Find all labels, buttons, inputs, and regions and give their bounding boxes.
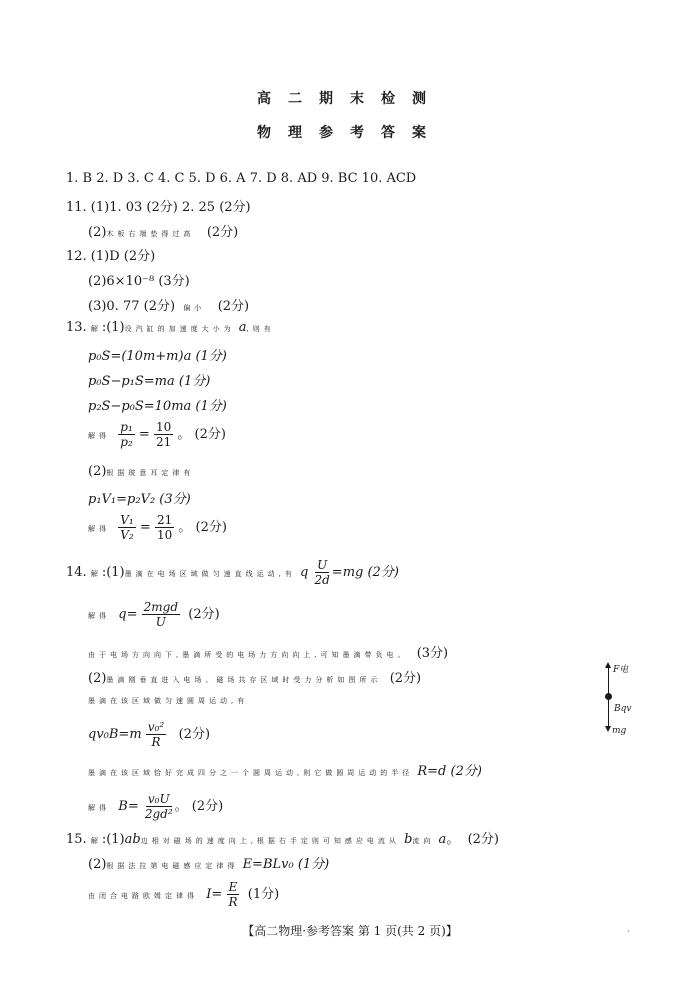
q12-score: (2分) [217,299,250,314]
q14-line5: 墨滴在该区域做匀速圆周运动,有 [88,697,249,705]
q13-line1 [66,320,275,335]
q13-eq2: p₀S−p₁S=ma (1分) [88,374,211,389]
q13-result1: 解得 $\frac{\text{p₁}}{\text{p₂}}$ = $\frac{10}{21}$ 。 (2分) [88,420,226,449]
q12-answer-text: 偏小 [183,304,206,312]
q15-line1: 15. 解:(1)ab边相对磁场的速度向上,根据右手定则可知感应电流从 b流向 a。 (2分) [66,832,500,847]
q14-frac-v: $\frac{\text{v₀²}}{R}$ [147,720,165,749]
q14-text1: 墨滴在电场区域做匀速直线运动,有 [124,570,296,578]
q13-number: 13. [66,320,87,335]
choice-answers: 1. B 2. D 3. C 4. C 5. D 6. A 7. D 8. AD 9. BC 10. ACD [66,171,417,186]
q13-var-a: a [238,320,247,335]
q15-line2: (2)根据法拉第电磁感应定律得 E=BLv₀ (1分) [88,857,330,872]
q13-frac1-value: $\frac{10}{21}$ [155,420,172,449]
q15-line3: 由闭合电路欧姆定律得 I= $\frac{E}{R}$ (1分) [88,880,280,909]
q15-frac-I: $\frac{E}{R}$ [228,880,238,909]
q14-frac-B: $\frac{\text{v₀U}}{\text{2gd²}}$ [144,792,173,821]
force-label-magnetic: Bqv [614,704,632,714]
q14-charge: 解得 q= $\frac{\text{2mgd}}{U}$ (2分) [88,600,220,629]
q13-frac1: $\frac{\text{p₁}}{\text{p₂}}$ [120,420,133,449]
q13-eq3: p₂S−p₀S=10ma (1分) [88,399,227,414]
q14-line6: 墨滴在该区域恰好完成四分之一个圆周运动,则它做圆周运动的半径 R=d (2分) [88,764,482,779]
q13-eq4: p₁V₁=p₂V₂ (3分) [88,492,191,507]
q13-text1b: ,则有 [246,325,275,333]
q11-part-label: (2) [88,225,107,240]
page-footer: 【高二物理·参考答案 第 1 页(共 2 页)】 [242,924,458,938]
q12-line2: (2)6×10⁻⁸ (3分) [88,274,190,289]
q14-frac1: $\frac{U}{2d}$ [314,558,330,587]
q11-answer-text: 木板右端垫得过高 [106,230,195,238]
q13-eq1: p₀S=(10m+m)a (1分) [88,349,227,364]
q13-frac2: $\frac{\text{V₁}}{\text{V₂}}$ [120,513,134,542]
q11-score: (2分) [206,225,239,240]
corner-mark: · [627,927,630,936]
force-label-gravity: mg [612,726,627,736]
q13-jiede: 解得 [88,432,110,440]
q14-number: 14. [66,565,87,580]
q11-line1: 11. (1)1. 03 (2分) 2. 25 (2分) [66,200,251,215]
q14-frac-q: $\frac{\text{2mgd}}{U}$ [143,600,179,629]
q12-line3 [88,295,249,314]
q12-line1: 12. (1)D (2分) [66,249,156,264]
force-label-electric: F电 [613,665,629,675]
q12-value: (3)0. 77 (2分) [88,299,176,314]
q13-part1: :(1) [101,320,125,335]
page-title: 高二期末检测 [257,91,443,107]
q13-line2: (2)根据玻意耳定律有 [88,464,195,479]
q14-line4: (2)墨滴刚垂直进入电场、磁场共存区域时受力分析如图所示 (2分) [88,671,422,686]
q13-score2: 。 (2分) [178,520,227,535]
q14-line3: 由于电场方向向下,墨滴所受的电场力方向向上,可知墨滴带负电。 (3分) [88,646,449,661]
page-subtitle: 物理参考答案 [257,125,443,141]
q13-text1: 设汽缸的加速度大小为 [124,325,235,333]
q11-line2 [88,221,238,240]
q14-B: 解得 B= $\frac{\text{v₀U}}{\text{2gd²}}$ 。 (2分) [88,792,224,821]
q15-number: 15. [66,832,87,847]
q14-eq1-rest: =mg (2分) [331,565,399,580]
q14-eq2: qv₀B=m $\frac{\text{v₀²}}{R}$ (2分) [88,720,211,749]
q13-jie: 解 [90,325,102,333]
q13-score1: 。 (2分) [177,427,226,442]
force-diagram-particle [605,693,612,700]
q14-line1: 14. 解:(1)墨滴在电场区域做匀速直线运动,有 q $\frac{U}{2d}$ =mg (2分) [66,558,399,587]
q13-text2: 根据玻意耳定律有 [106,469,195,477]
q13-result2: 解得 $\frac{\text{V₁}}{\text{V₂}}$ = $\frac{21}{10}$ 。 (2分) [88,513,227,542]
q13-frac2-value: $\frac{21}{10}$ [156,513,173,542]
